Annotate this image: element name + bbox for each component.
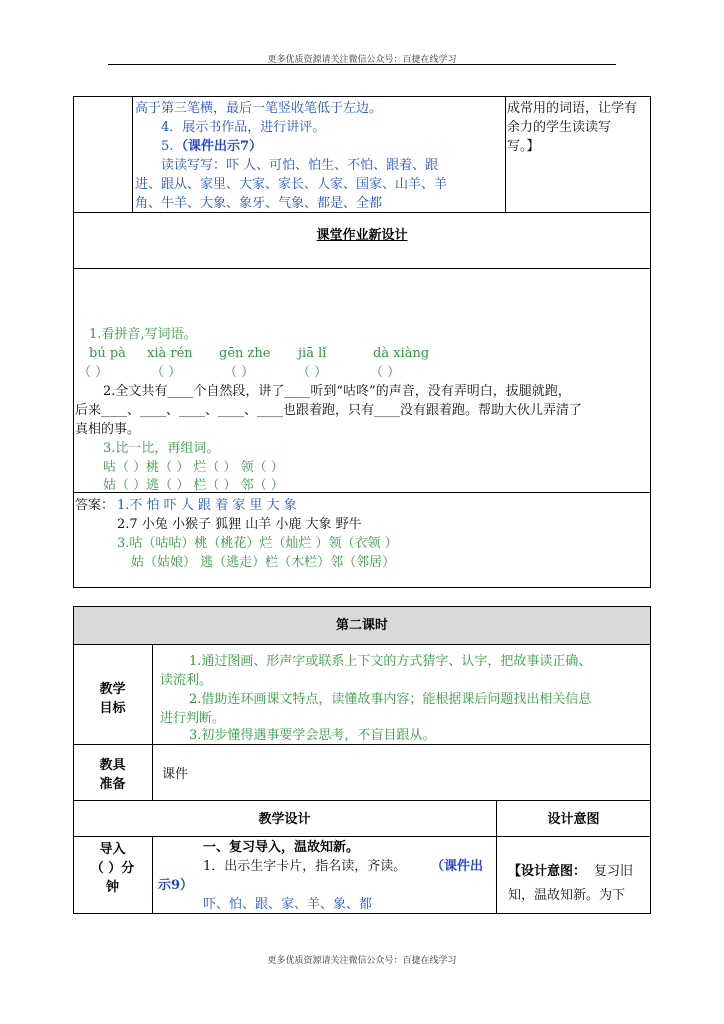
page-footer: 更多优质资源请关注微信公众号：百捷在线学习 — [267, 956, 457, 966]
answer-line: 2.7 小兔 小猴子 狐狸 山羊 小鹿 大象 野牛 — [117, 517, 362, 532]
intro-words: 吓、怕、跟、家、羊、象、都 — [203, 897, 373, 912]
teaching-step-text: 4．展示书作品，进行讲评。 — [161, 120, 326, 135]
pinyin: bú pà — [89, 346, 126, 361]
answer-bracket: （ ） — [151, 365, 182, 380]
intro-heading: 一、复习导入，温故知新。 — [203, 840, 360, 855]
question-2-line: 真相的事。 — [75, 422, 141, 437]
question-1-title: 1.看拼音,写词语。 — [89, 327, 197, 342]
intro-label: （ ）分 — [90, 861, 135, 876]
tools-label: 教具 — [99, 758, 126, 773]
pinyin: xià rén — [147, 346, 193, 361]
header-rule — [108, 64, 616, 65]
design-intent-text: 余力的学生读读写 — [507, 120, 612, 135]
answer-line: 姑（姑娘） 逃（逃走）栏（木栏）邻（邻居） — [131, 555, 396, 570]
goal-text: 进行判断。 — [160, 711, 226, 726]
pinyin: gēn zhe — [219, 346, 271, 361]
pinyin: jiā lǐ — [298, 346, 327, 361]
question-3-title: 3.比一比，再组词。 — [103, 441, 220, 456]
answers-label: 答案： — [75, 498, 115, 513]
intent-bracket: 【设计意图： — [508, 864, 587, 879]
question-2-line: 2.全文共有____个自然段，讲了____听到“咕咚”的声音，没有弄明白，拔腿就跑， — [103, 384, 571, 399]
col-divider-right — [505, 96, 506, 212]
pinyin: dà xiàng — [373, 346, 430, 361]
homework-title: 课堂作业新设计 — [316, 228, 408, 243]
design-header: 教学设计 — [258, 812, 311, 827]
courseware-label: （课件出 — [431, 859, 484, 874]
courseware-label: 示9） — [158, 878, 194, 893]
teaching-step-text: 5. — [161, 139, 174, 154]
intent-header: 设计意图 — [547, 812, 600, 827]
answer-bracket: （ ） — [297, 365, 328, 380]
col-divider-left — [132, 96, 133, 212]
tools-label: 准备 — [99, 777, 126, 792]
question-3-row: 姑（ ）逃（ ） 栏（ ） 邻（ ） — [103, 478, 284, 493]
goal-text: 1.通过图画、形声字或联系上下文的方式猜字、认字，把故事读正确、 — [189, 654, 592, 669]
intro-label: 钟 — [105, 880, 119, 895]
answer-bracket: （ ） — [78, 365, 109, 380]
goal-text: 3.初步懂得遇事要学会思考，不盲目跟从。 — [189, 728, 436, 743]
question-3-row: 咕（ ）桃（ ） 烂（ ） 领（ ） — [103, 460, 284, 475]
design-intent-text: 成常用的词语，让学有 — [507, 101, 638, 116]
intro-step: 1．出示生字卡片，指名读，齐读。 — [203, 859, 407, 874]
teaching-step-text: 角、牛羊、大象、象牙、气象、都是、全都 — [135, 196, 383, 211]
row-divider — [73, 268, 651, 269]
row-divider — [73, 800, 651, 801]
row-divider — [73, 644, 651, 645]
intro-label: 导入 — [99, 842, 126, 857]
answer-line: 1.不 怕 吓 人 跟 着 家 里 大 象 — [117, 498, 297, 513]
goals-label: 教学 — [99, 682, 126, 697]
page-header: 更多优质资源请关注微信公众号：百捷在线学习 — [267, 55, 457, 65]
answer-bracket: （ ） — [370, 365, 401, 380]
teaching-step-text: 高于第三笔横，最后一笔竖收笔低于左边。 — [135, 101, 383, 116]
label-col-divider — [152, 836, 153, 914]
design-intent-text: 写。】 — [507, 139, 540, 154]
answer-line: 3.咕（咕咕）桃（桃花）烂（灿烂 ）领（衣领 ） — [117, 536, 398, 551]
goals-label: 目标 — [99, 701, 126, 716]
question-2-line: 后来____、____、____、____、____也跟着跑，只有____没有跟着跑。帮助大伙儿弄清了 — [75, 403, 583, 418]
intent-text: 知，温故知新。为下 — [508, 888, 626, 903]
label-col-divider — [152, 644, 153, 800]
goal-text: 2.借助连环画课文特点，读懂故事内容；能根据课后问题找出相关信息 — [189, 692, 592, 707]
answer-bracket: （ ） — [224, 365, 255, 380]
teaching-step-text: 进、跟从、家里、大家、家长、人家、国家、山羊、羊 — [135, 177, 448, 192]
courseware-label: （课件出示7） — [175, 139, 263, 154]
row-divider — [73, 836, 651, 837]
tools-value: 课件 — [162, 767, 189, 782]
intent-text: 复习旧 — [594, 864, 634, 879]
lesson2-title: 第二课时 — [335, 618, 388, 633]
goal-text: 读流利。 — [160, 673, 213, 688]
teaching-step-text: 读读写写：吓 人、可怕、怕生、不怕、跟着、跟 — [161, 158, 439, 173]
